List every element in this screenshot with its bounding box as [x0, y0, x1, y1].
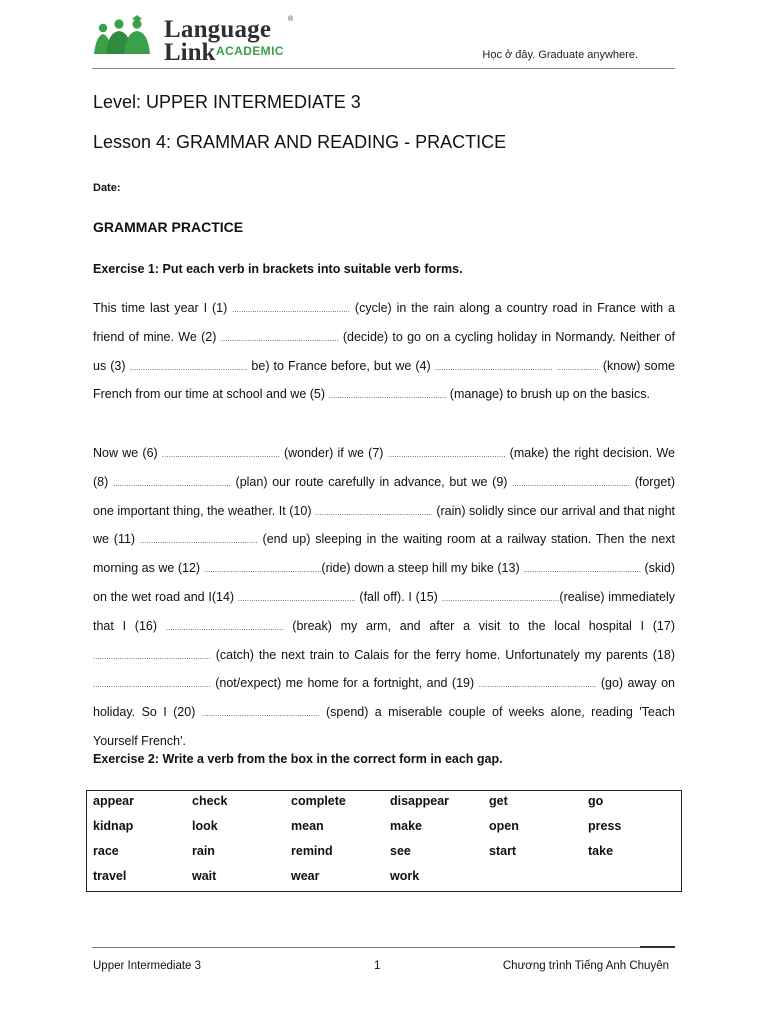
answer-blank[interactable]: ..................................................... [523, 565, 641, 575]
verb-item: appear [93, 794, 134, 808]
verb-item: complete [291, 794, 346, 808]
answer-blank[interactable]: ..................................................... [165, 622, 284, 632]
verb-item: disappear [390, 794, 450, 808]
logo-text-language: Language [164, 16, 272, 43]
logo-text-link: Link [164, 39, 216, 66]
exercise1-title: Exercise 1: Put each verb in brackets into suitable verb forms. [93, 262, 463, 276]
answer-blank[interactable]: ..................................................... [237, 593, 356, 603]
exercise2-title: Exercise 2: Write a verb from the box in the correct form in each gap. [93, 752, 503, 766]
verb-item: remind [291, 844, 333, 858]
answer-blank[interactable]: ..................................................... [93, 651, 211, 661]
answer-blank[interactable]: ..................................................... [161, 450, 280, 459]
footer-divider-accent [640, 946, 675, 948]
answer-blank[interactable]: ................... [556, 362, 599, 372]
verb-item: kidnap [93, 819, 134, 833]
header-tagline: Học ở đây. Graduate anywhere. [482, 49, 638, 61]
answer-blank[interactable]: ..................................................... [113, 478, 231, 488]
verb-item: press [588, 819, 622, 833]
verb-item: race [93, 844, 119, 858]
verb-item: take [588, 844, 614, 858]
exercise1-paragraph2: Now we (6) ..................................................... (wonder) if we (7) ..................................................... (make) the right decision. We (8) ..................................................... (plan) our route carefully in advance, but we (9) ..................................................... (forget) one important thing, the weather. It (10) ..................................................... (rain) solidly since our arrival and that night we (11) ..................................................... (end up) sleeping in the waiting room at a railway station. Then the next morning as we (12) .....................................................(ride) down a steep hill my bike (13) ..................................................... (skid) on the wet road and I(14) ..................................................... (fall off). I (15) .....................................................(realise) immediately that I (16) ..................................................... (break) my arm, and after a visit to the local hospital I (17) ..................................................... (catch) the next train to Calais for the ferry home. Unfortunately my parents (18) ..................................................... (not/expect) me home for a fortnight, and (19) ..................................................... (go) away on holiday. So I (20) ..................................................... (spend) a miserable couple of weeks alone, reading 'Teach Yourself French'. [93, 446, 676, 748]
verb-item: mean [291, 819, 324, 833]
answer-blank[interactable]: ..................................................... [328, 391, 447, 401]
answer-blank[interactable]: ..................................................... [220, 333, 339, 343]
verb-item [489, 868, 588, 893]
registered-mark: ® [288, 16, 294, 23]
answer-blank[interactable]: ..................................................... [478, 680, 597, 690]
verb-item [588, 868, 678, 893]
answer-blank[interactable]: ..................................................... [129, 362, 248, 372]
answer-blank[interactable]: ..................................................... [139, 536, 258, 546]
level-heading: Level: UPPER INTERMEDIATE 3 [93, 92, 361, 112]
logo-text-academic: ACADEMIC [216, 44, 284, 58]
verb-item: start [489, 844, 517, 858]
verb-item: wait [192, 869, 217, 883]
answer-blank[interactable]: ..................................................... [512, 478, 630, 488]
answer-blank[interactable]: ..................................................... [387, 450, 506, 459]
footer-course: Upper Intermediate 3 [93, 960, 202, 972]
answer-blank[interactable]: ..................................................... [434, 362, 553, 372]
people-logo-icon [92, 14, 162, 60]
verb-box [86, 790, 682, 892]
footer-page-number: 1 [374, 960, 381, 972]
exercise1-paragraph1: This time last year I (1) ..................................................... (cycle) in the rain along a country road in France with a friend of mine. We (2) ..................................................... (decide) to go on a cycling holiday in Normandy. Neither of us (3) ..................................................... be) to France before, but we (4) ..................................................... ................... (know) some French from our time at school and we (5) ..................................................... (manage) to brush up on the basics. [93, 301, 675, 402]
verb-item: wear [291, 869, 320, 883]
verb-item: travel [93, 869, 127, 883]
answer-blank[interactable]: ..................................................... [232, 305, 350, 314]
verb-item: see [390, 844, 411, 858]
verb-item: check [192, 794, 228, 808]
answer-blank[interactable]: ..................................................... [315, 507, 433, 517]
verb-item: go [588, 794, 604, 808]
answer-blank[interactable]: ..................................................... [201, 709, 320, 719]
header-divider [92, 68, 675, 69]
verb-grid [93, 793, 678, 893]
verb-item: make [390, 819, 422, 833]
answer-blank[interactable]: ..................................................... [441, 593, 560, 603]
lesson-heading: Lesson 4: GRAMMAR AND READING - PRACTICE [93, 132, 507, 152]
verb-item: get [489, 794, 508, 808]
verb-item: work [390, 869, 420, 883]
footer-divider [92, 947, 675, 948]
answer-blank[interactable]: ..................................................... [203, 565, 322, 575]
date-label: Date: [93, 182, 121, 194]
verb-item: open [489, 819, 519, 833]
section-title: GRAMMAR PRACTICE [93, 219, 244, 235]
answer-blank[interactable]: ..................................................... [93, 680, 211, 690]
verb-item: rain [192, 844, 215, 858]
footer-program: Chương trình Tiếng Anh Chuyên [502, 960, 669, 972]
language-link-logo [92, 14, 302, 66]
verb-item: look [192, 819, 218, 833]
